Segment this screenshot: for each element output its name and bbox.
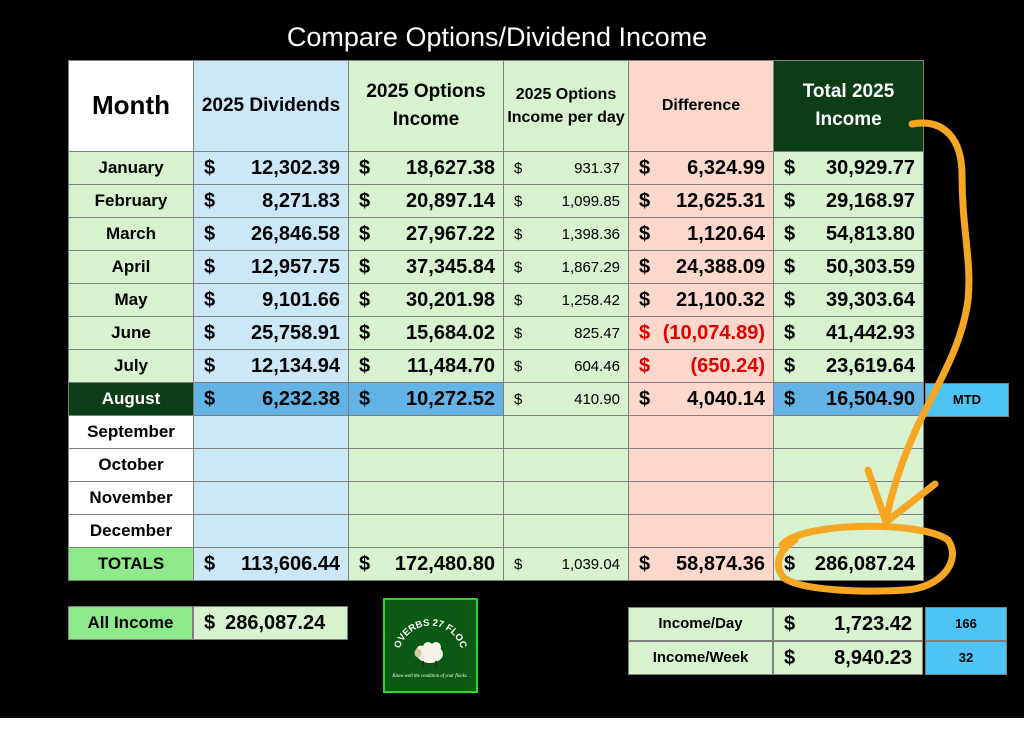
- all-income-label: All Income: [68, 606, 193, 640]
- options-per-day-value: 1,258.42: [561, 291, 620, 309]
- difference-value: 12,625.31: [676, 189, 765, 212]
- header-total-income: Total 2025 Income: [774, 61, 924, 152]
- difference-value: 21,100.32: [676, 288, 765, 311]
- totals-total-income-value: 286,087.24: [814, 552, 915, 575]
- currency-symbol: $: [204, 222, 216, 245]
- options-income-value: 20,897.14: [406, 189, 495, 212]
- total-income-value: 41,442.93: [826, 321, 915, 344]
- month-label: October: [69, 449, 194, 482]
- totals-options-income-value: 172,480.80: [394, 552, 495, 575]
- difference-value: 1,120.64: [687, 222, 765, 245]
- currency-symbol: $: [784, 646, 796, 669]
- options-per-day-value: 825.47: [574, 324, 620, 342]
- income-day-label: Income/Day: [628, 607, 773, 641]
- difference-value: 6,324.99: [687, 156, 765, 179]
- options-per-day-value: 604.46: [574, 357, 620, 375]
- currency-symbol: $: [204, 552, 216, 575]
- options-per-day-value: 931.37: [574, 159, 620, 177]
- header-dividends: 2025 Dividends: [194, 61, 349, 152]
- options-per-day-value: 1,398.36: [561, 225, 620, 243]
- difference-value: (10,074.89): [662, 321, 765, 344]
- total-income-value: 29,168.97: [826, 189, 915, 212]
- currency-symbol: $: [514, 390, 523, 408]
- currency-symbol: $: [514, 324, 523, 342]
- month-label: February: [69, 185, 194, 218]
- currency-symbol: $: [514, 159, 523, 177]
- currency-symbol: $: [639, 387, 651, 410]
- annotation-arrow-stroke: [886, 123, 969, 520]
- currency-symbol: $: [514, 258, 523, 276]
- currency-symbol: $: [359, 321, 371, 344]
- all-income-value: 286,087.24: [225, 611, 326, 634]
- currency-symbol: $: [359, 189, 371, 212]
- currency-symbol: $: [204, 288, 216, 311]
- currency-symbol: $: [204, 387, 216, 410]
- dividends-value: 12,957.75: [251, 255, 340, 278]
- income-week-value: 8,940.23: [834, 646, 912, 669]
- options-per-day-value: 410.90: [574, 390, 620, 408]
- currency-symbol: $: [784, 612, 796, 635]
- options-per-day-value: 1,867.29: [561, 258, 620, 276]
- currency-symbol: $: [359, 288, 371, 311]
- month-label: March: [69, 218, 194, 251]
- month-label: January: [69, 152, 194, 185]
- currency-symbol: $: [204, 156, 216, 179]
- currency-symbol: $: [784, 387, 796, 410]
- month-label: December: [69, 515, 194, 548]
- totals-options-per-day-value: 1,039.04: [561, 555, 620, 573]
- header-month: Month: [69, 61, 194, 152]
- difference-value: (650.24): [690, 354, 765, 377]
- income-week-count: 32: [925, 641, 1007, 675]
- header-options-per-day: 2025 Options Income per day: [504, 61, 629, 152]
- options-income-value: 27,967.22: [406, 222, 495, 245]
- options-income-value: 15,684.02: [406, 321, 495, 344]
- currency-symbol: $: [784, 552, 796, 575]
- currency-symbol: $: [204, 321, 216, 344]
- currency-symbol: $: [639, 288, 651, 311]
- month-label: September: [69, 416, 194, 449]
- month-label: November: [69, 482, 194, 515]
- currency-symbol: $: [639, 321, 651, 344]
- currency-symbol: $: [639, 354, 651, 377]
- header-difference: Difference: [629, 61, 774, 152]
- income-day-value: 1,723.42: [834, 612, 912, 635]
- total-income-value: 54,813.80: [826, 222, 915, 245]
- currency-symbol: $: [359, 222, 371, 245]
- options-income-value: 37,345.84: [406, 255, 495, 278]
- total-income-value: 30,929.77: [826, 156, 915, 179]
- dividends-value: 12,134.94: [251, 354, 340, 377]
- options-income-value: 10,272.52: [406, 387, 495, 410]
- currency-symbol: $: [204, 255, 216, 278]
- logo-brand-text: OVERBS 27 FLOC: [392, 617, 469, 650]
- income-week-label: Income/Week: [628, 641, 773, 675]
- currency-symbol: $: [514, 555, 523, 573]
- currency-symbol: $: [514, 192, 523, 210]
- currency-symbol: $: [204, 354, 216, 377]
- difference-value: 24,388.09: [676, 255, 765, 278]
- currency-symbol: $: [784, 255, 796, 278]
- currency-symbol: $: [514, 291, 523, 309]
- options-per-day-value: 1,099.85: [561, 192, 620, 210]
- month-label: August: [69, 383, 194, 416]
- currency-symbol: $: [639, 255, 651, 278]
- annotation-arrowhead: [868, 470, 935, 522]
- dividends-value: 25,758.91: [251, 321, 340, 344]
- currency-symbol: $: [639, 222, 651, 245]
- currency-symbol: $: [784, 321, 796, 344]
- logo-tagline: Know well the condition of your flocks.: [392, 674, 468, 679]
- month-label: June: [69, 317, 194, 350]
- dividends-value: 9,101.66: [262, 288, 340, 311]
- currency-symbol: $: [204, 189, 216, 212]
- dividends-value: 6,232.38: [262, 387, 340, 410]
- currency-symbol: $: [359, 255, 371, 278]
- month-label: July: [69, 350, 194, 383]
- currency-symbol: $: [784, 189, 796, 212]
- page-title: Compare Options/Dividend Income: [286, 22, 708, 52]
- currency-symbol: $: [359, 156, 371, 179]
- currency-symbol: $: [639, 156, 651, 179]
- currency-symbol: $: [639, 189, 651, 212]
- month-label: April: [69, 251, 194, 284]
- total-income-value: 16,504.90: [826, 387, 915, 410]
- dividends-value: 12,302.39: [251, 156, 340, 179]
- total-income-value: 39,303.64: [826, 288, 915, 311]
- options-income-value: 11,484.70: [407, 354, 495, 377]
- currency-symbol: $: [359, 354, 371, 377]
- dividends-value: 8,271.83: [262, 189, 340, 212]
- options-income-value: 30,201.98: [406, 288, 495, 311]
- income-day-count: 166: [925, 607, 1007, 641]
- currency-symbol: $: [639, 552, 651, 575]
- currency-symbol: $: [784, 288, 796, 311]
- currency-symbol: $: [204, 611, 216, 634]
- currency-symbol: $: [514, 357, 523, 375]
- difference-value: 4,040.14: [687, 387, 765, 410]
- header-options-income: 2025 Options Income: [349, 61, 504, 152]
- total-income-value: 50,303.59: [826, 255, 915, 278]
- currency-symbol: $: [784, 156, 796, 179]
- annotation-circle: [779, 526, 953, 591]
- currency-symbol: $: [784, 222, 796, 245]
- mtd-label: MTD: [925, 383, 1009, 417]
- total-income-value: 23,619.64: [826, 354, 915, 377]
- month-label: May: [69, 284, 194, 317]
- currency-symbol: $: [359, 387, 371, 410]
- options-income-value: 18,627.38: [406, 156, 495, 179]
- dividends-value: 26,846.58: [251, 222, 340, 245]
- totals-label: TOTALS: [69, 548, 194, 581]
- currency-symbol: $: [514, 225, 523, 243]
- currency-symbol: $: [784, 354, 796, 377]
- totals-dividends-value: 113,606.44: [241, 552, 340, 575]
- currency-symbol: $: [359, 552, 371, 575]
- totals-difference-value: 58,874.36: [676, 552, 765, 575]
